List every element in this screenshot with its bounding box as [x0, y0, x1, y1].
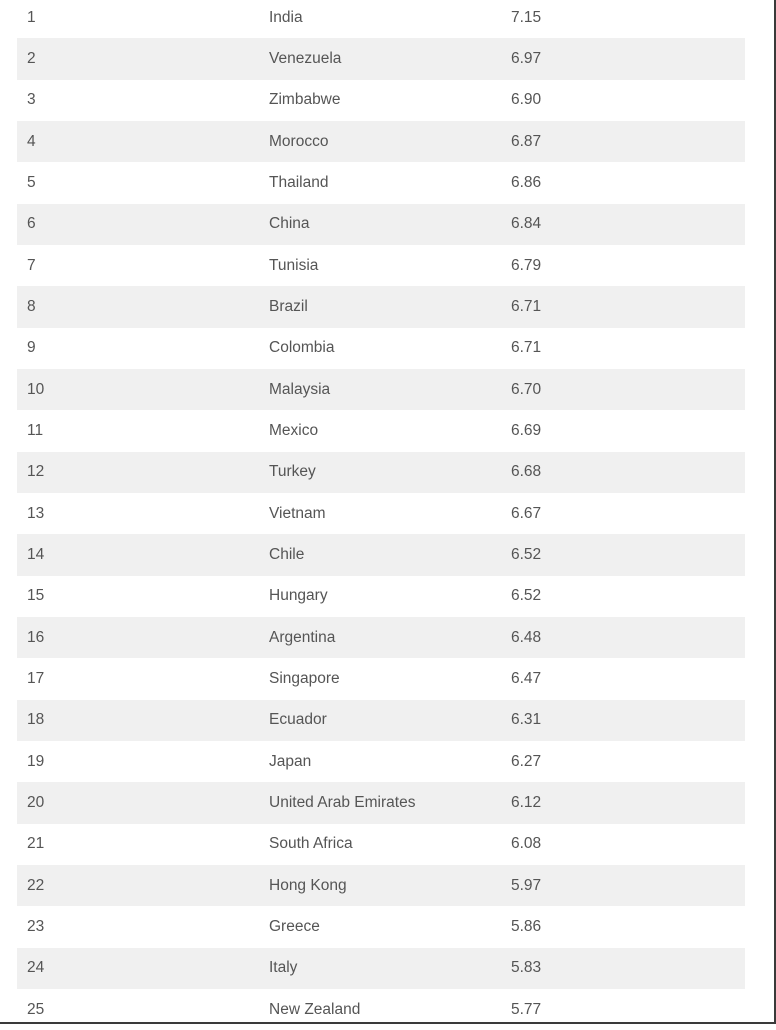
score-cell: 6.48 — [511, 628, 542, 646]
table-row — [17, 162, 745, 203]
score-cell: 6.71 — [511, 297, 542, 315]
score-cell: 6.69 — [511, 421, 542, 439]
score-cell: 6.27 — [511, 752, 542, 770]
rank-cell: 14 — [27, 545, 45, 563]
table-row — [17, 493, 745, 534]
score-cell: 6.71 — [511, 339, 542, 357]
rank-cell: 25 — [27, 1000, 45, 1018]
rank-cell: 21 — [27, 835, 45, 853]
table-row — [17, 38, 745, 79]
score-cell: 5.86 — [511, 917, 542, 935]
rank-cell: 6 — [27, 215, 36, 233]
rank-cell: 3 — [27, 91, 36, 109]
country-cell: Greece — [269, 917, 320, 935]
score-cell: 6.70 — [511, 380, 542, 398]
country-cell: Argentina — [269, 628, 336, 646]
rank-cell: 17 — [27, 669, 45, 687]
score-cell: 6.67 — [511, 504, 542, 522]
score-cell: 6.47 — [511, 669, 542, 687]
rank-cell: 16 — [27, 628, 45, 646]
table-row — [17, 906, 745, 947]
country-cell: Thailand — [269, 173, 329, 191]
country-cell: Japan — [269, 752, 312, 770]
table-row — [17, 410, 745, 451]
table-row — [17, 824, 745, 865]
country-cell: Malaysia — [269, 380, 331, 398]
rank-cell: 4 — [27, 132, 36, 150]
country-cell: Brazil — [269, 297, 308, 315]
table-row — [17, 658, 745, 699]
rank-cell: 7 — [27, 256, 36, 274]
rank-cell: 19 — [27, 752, 45, 770]
rank-cell: 23 — [27, 917, 45, 935]
score-cell: 6.12 — [511, 793, 542, 811]
table-row — [17, 865, 745, 906]
table-row — [17, 204, 745, 245]
rank-cell: 22 — [27, 876, 45, 894]
table-row — [17, 741, 745, 782]
rank-cell: 11 — [27, 421, 44, 439]
score-cell: 5.97 — [511, 876, 542, 894]
rank-cell: 15 — [27, 587, 45, 605]
rank-cell: 10 — [27, 380, 45, 398]
score-cell: 6.90 — [511, 91, 542, 109]
table-row — [17, 576, 745, 617]
rank-cell: 9 — [27, 339, 36, 357]
table-row — [17, 0, 745, 38]
table-row — [17, 948, 745, 989]
score-cell: 6.87 — [511, 132, 542, 150]
country-cell: Mexico — [269, 421, 319, 439]
rank-cell: 2 — [27, 49, 36, 67]
country-cell: Hungary — [269, 587, 328, 605]
rank-cell: 8 — [27, 297, 36, 315]
country-cell: Zimbabwe — [269, 91, 341, 109]
score-cell: 6.84 — [511, 215, 542, 233]
rank-cell: 20 — [27, 793, 45, 811]
table-row — [17, 700, 745, 741]
score-cell: 5.83 — [511, 959, 542, 977]
score-cell: 6.52 — [511, 545, 542, 563]
country-cell: Hong Kong — [269, 876, 347, 894]
table-row — [17, 452, 745, 493]
country-cell: New Zealand — [269, 1000, 361, 1018]
country-cell: Venezuela — [269, 49, 342, 67]
table-row — [17, 782, 745, 823]
country-cell: United Arab Emirates — [269, 793, 416, 811]
country-cell: Vietnam — [269, 504, 326, 522]
score-cell: 6.86 — [511, 173, 542, 191]
score-cell: 5.77 — [511, 1000, 542, 1018]
rank-cell: 13 — [27, 504, 45, 522]
ranking-table — [17, 0, 745, 1030]
country-cell: India — [269, 8, 303, 26]
score-cell: 6.52 — [511, 587, 542, 605]
table-row — [17, 617, 745, 658]
rank-cell: 1 — [27, 8, 36, 26]
table-row — [17, 245, 745, 286]
country-cell: Tunisia — [269, 256, 319, 274]
rank-cell: 24 — [27, 959, 45, 977]
table-row — [17, 80, 745, 121]
table-row — [17, 534, 745, 575]
country-cell: Morocco — [269, 132, 329, 150]
country-cell: Singapore — [269, 669, 340, 687]
table-row — [17, 286, 745, 327]
table-row — [17, 328, 745, 369]
country-cell: Turkey — [269, 463, 316, 481]
score-cell: 6.79 — [511, 256, 542, 274]
rank-cell: 12 — [27, 463, 45, 481]
country-cell: South Africa — [269, 835, 353, 853]
score-cell: 6.08 — [511, 835, 542, 853]
score-cell: 6.31 — [511, 711, 542, 729]
country-cell: Colombia — [269, 339, 335, 357]
country-cell: Chile — [269, 545, 305, 563]
rank-cell: 18 — [27, 711, 45, 729]
country-cell: Italy — [269, 959, 298, 977]
score-cell: 6.68 — [511, 463, 542, 481]
country-cell: Ecuador — [269, 711, 327, 729]
table-row — [17, 369, 745, 410]
score-cell: 7.15 — [511, 8, 542, 26]
country-cell: China — [269, 215, 310, 233]
table-row — [17, 121, 745, 162]
score-cell: 6.97 — [511, 49, 542, 67]
rank-cell: 5 — [27, 173, 36, 191]
